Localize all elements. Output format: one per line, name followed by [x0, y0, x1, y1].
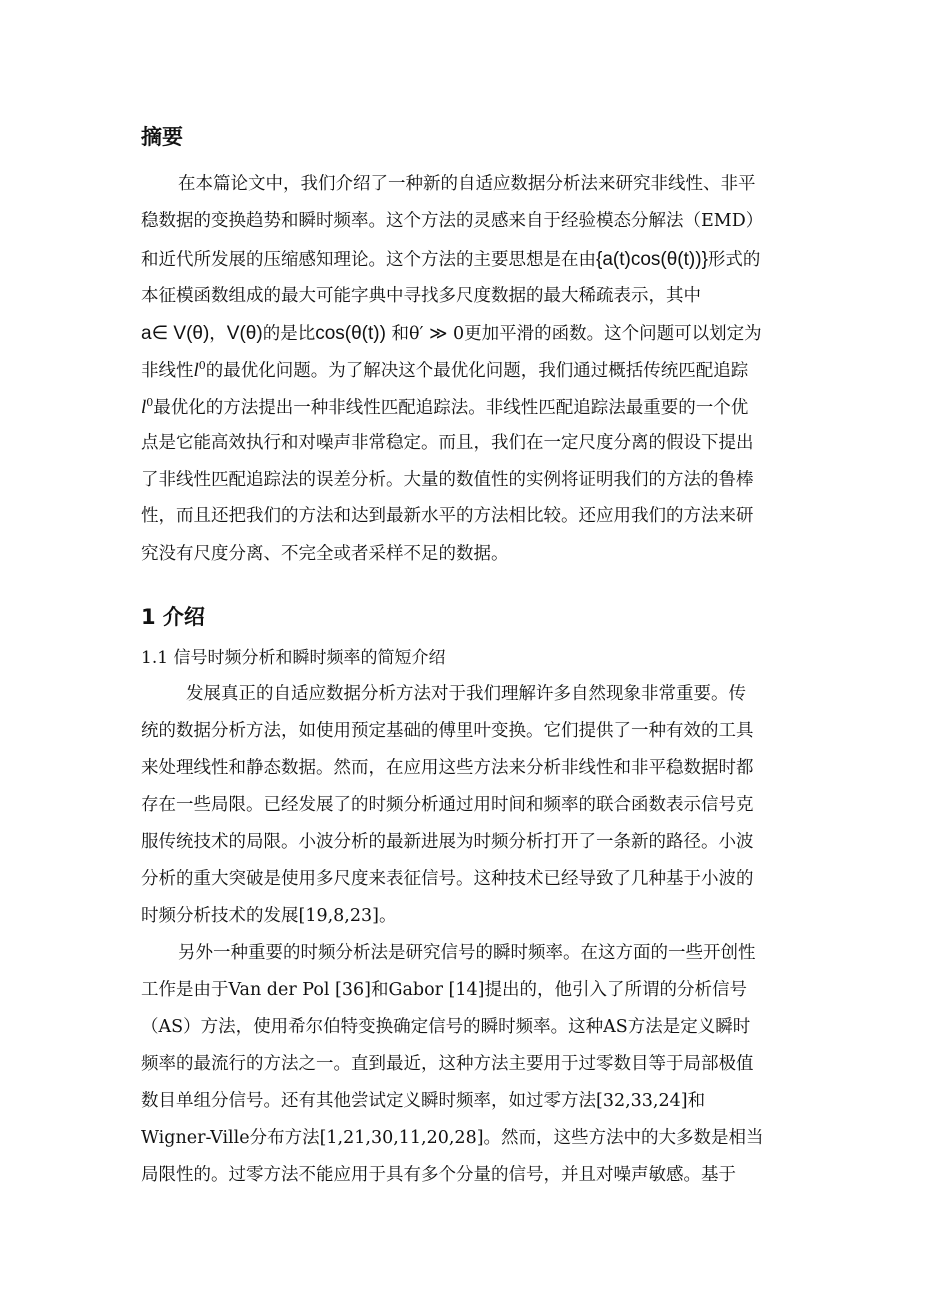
body-line: 频率的最流行的方法之一。直到最近，这种方法主要用于过零数目等于局部极值	[141, 1054, 754, 1074]
subsection-heading: 1.1 信号时频分析和瞬时频率的简短介绍	[141, 648, 446, 668]
body-line: 工作是由于Van der Pol [36]和Gabor [14]提出的，他引入了所谓的分析信号	[141, 980, 747, 1000]
math-expression: V(θ)	[226, 323, 263, 344]
abstract-line-6	[141, 361, 748, 381]
text: 和近代所发展的压缩感知理论。这个方法的主要思想是在由	[141, 250, 596, 270]
section-heading: 1 介绍	[141, 605, 205, 629]
abstract-line-7	[141, 398, 748, 418]
body-line: 分析的重大突破是使用多尺度来表征信号。这种技术已经导致了几种基于小波的	[141, 869, 754, 889]
math-expression: cos(θ(t))	[315, 323, 386, 344]
body-line: 存在一些局限。已经发展了的时频分析通过用时间和频率的联合函数表示信号克	[141, 795, 754, 815]
text: 和θ′ ≫ 0更加平滑的函数。这个问题可以划定为	[385, 324, 762, 344]
abstract-line-2: 稳数据的变换趋势和瞬时频率。这个方法的灵感来自于经验模态分解法（EMD）	[141, 211, 764, 231]
body-line: 服传统技术的局限。小波分析的最新进展为时频分析打开了一条新的路径。小波	[141, 832, 754, 852]
body-line: 发展真正的自适应数据分析方法对于我们理解许多自然现象非常重要。传	[186, 684, 746, 704]
body-line: 统的数据分析方法，如使用预定基础的傅里叶变换。它们提供了一种有效的工具	[141, 721, 754, 741]
body-line: 局限性的。过零方法不能应用于具有多个分量的信号，并且对噪声敏感。基于	[141, 1165, 736, 1185]
math-symbol: l	[193, 360, 199, 381]
abstract-line-11: 究没有尺度分离、不完全或者采样不足的数据。	[141, 544, 509, 564]
text: ，	[209, 324, 227, 344]
text: 的最优化问题。为了解决这个最优化问题，我们通过概括传统匹配追踪	[205, 361, 749, 381]
abstract-line-1: 在本篇论文中，我们介绍了一种新的自适应数据分析法来研究非线性、非平	[178, 174, 756, 194]
abstract-line-8: 点是它能高效执行和对噪声非常稳定。而且，我们在一定尺度分离的假设下提出	[141, 433, 754, 453]
text: 的是比	[262, 324, 316, 344]
abstract-line-9: 了非线性匹配追踪法的误差分析。大量的数值性的实例将证明我们的方法的鲁棒	[141, 470, 754, 490]
abstract-line-4: 本征模函数组成的最大可能字典中寻找多尺度数据的最大稀疏表示，其中	[141, 286, 701, 306]
math-superscript: 0	[198, 359, 206, 372]
abstract-line-10: 性，而且还把我们的方法和达到最新水平的方法相比较。还应用我们的方法来研	[141, 506, 754, 526]
math-symbol: l	[141, 397, 147, 418]
text: 最优化的方法提出一种非线性匹配追踪法。非线性匹配追踪法最重要的一个优	[153, 398, 749, 418]
abstract-heading: 摘要	[141, 125, 183, 149]
body-line: 时频分析技术的发展[19,8,23]。	[141, 906, 397, 926]
body-line: Wigner-Ville分布方法[1,21,30,11,20,28]。然而，这些方法中的大多数是相当	[141, 1128, 764, 1148]
text: 形式的	[707, 250, 761, 270]
body-line: 另外一种重要的时频分析法是研究信号的瞬时频率。在这方面的一些开创性	[178, 943, 756, 963]
math-superscript: 0	[146, 396, 154, 409]
math-expression: {a(t)cos(θ(t))}	[596, 249, 708, 270]
math-expression: a∈ V(θ)	[141, 323, 210, 344]
text: 非线性	[141, 361, 194, 381]
abstract-line-5	[141, 324, 762, 344]
body-line: 数目单组分信号。还有其他尝试定义瞬时频率，如过零方法[32,33,24]和	[141, 1091, 706, 1111]
abstract-line-3	[141, 250, 760, 270]
body-line: （AS）方法，使用希尔伯特变换确定信号的瞬时频率。这种AS方法是定义瞬时	[141, 1017, 751, 1037]
body-line: 来处理线性和静态数据。然而，在应用这些方法来分析非线性和非平稳数据时都	[141, 758, 754, 778]
